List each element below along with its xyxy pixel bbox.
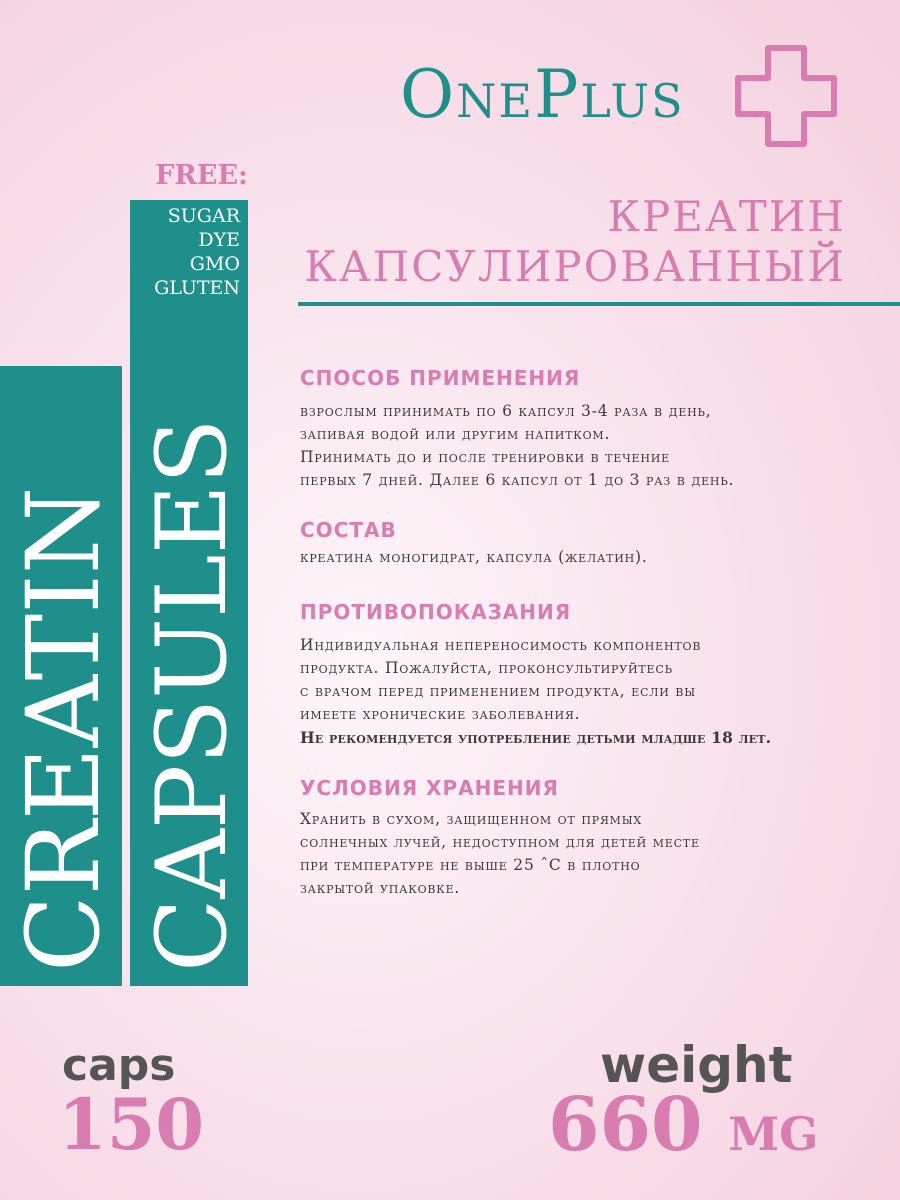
plus-cross-icon bbox=[734, 44, 838, 148]
side-title-capsules: CAPSULES bbox=[136, 418, 248, 972]
text-line: Хранить в сухом, защищенном от прямых bbox=[300, 810, 642, 828]
free-item: GMO bbox=[189, 253, 240, 275]
title-divider bbox=[298, 302, 900, 306]
text-line: солнечных лучей, недоступном для детей месте bbox=[300, 833, 700, 851]
text-line: взрослым принимать по 6 капсул 3-4 раза в день, bbox=[300, 402, 712, 420]
text-line: закрытой упаковке. bbox=[300, 879, 461, 897]
section-body-usage bbox=[300, 400, 890, 492]
section-heading-usage: СПОСОБ ПРИМЕНЕНИЯ bbox=[300, 366, 581, 390]
text-line: Индивидуальная непереносимость компонентов bbox=[300, 636, 702, 654]
text-line: запивая водой или другим напитком. bbox=[300, 425, 611, 443]
side-title-creatin: CREATIN bbox=[5, 486, 122, 972]
warning-note: Не рекомендуется употребление детьми младше 18 лет. bbox=[300, 728, 772, 747]
section-heading-composition: СОСТАВ bbox=[300, 518, 397, 542]
title-line-1: КРЕАТИН bbox=[607, 192, 846, 241]
weight-value: 660 bbox=[548, 1082, 703, 1168]
text-line: с врачом перед применением продукта, если вы bbox=[300, 682, 696, 700]
text-line: креатина моногидрат, капсула (желатин). bbox=[300, 548, 648, 566]
product-title bbox=[298, 192, 846, 292]
free-item: DYE bbox=[198, 229, 240, 251]
free-item: GLUTEN bbox=[154, 277, 240, 299]
text-line: первых 7 дней. Далее 6 капсул от 1 до 3 раз в день. bbox=[300, 471, 735, 489]
free-list bbox=[130, 204, 240, 300]
text-line: Принимать до и после тренировки в течение bbox=[300, 448, 670, 466]
section-body-storage bbox=[300, 808, 890, 900]
text-line: имеете хронические заболевания. bbox=[300, 705, 581, 723]
section-heading-storage: УСЛОВИЯ ХРАНЕНИЯ bbox=[300, 776, 559, 800]
weight-value-group bbox=[548, 1082, 819, 1168]
title-line-2: КАПСУЛИРОВАННЫЙ bbox=[304, 242, 846, 291]
free-item: SUGAR bbox=[167, 205, 240, 227]
weight-unit: MG bbox=[728, 1107, 819, 1161]
text-line: продукта. Пожалуйста, проконсультируйтесь bbox=[300, 659, 673, 677]
brand-name: OnePlus bbox=[400, 56, 685, 133]
section-body-contraindications bbox=[300, 634, 890, 749]
weight-label: weight bbox=[600, 1036, 793, 1094]
section-heading-contraindications: ПРОТИВОПОКАЗАНИЯ bbox=[300, 600, 572, 624]
section-body-composition bbox=[300, 546, 890, 569]
text-line: при температуре не выше 25 ˆС в плотно bbox=[300, 856, 641, 874]
free-title: FREE: bbox=[155, 160, 248, 191]
caps-label: caps bbox=[62, 1040, 176, 1091]
caps-value: 150 bbox=[58, 1083, 205, 1166]
